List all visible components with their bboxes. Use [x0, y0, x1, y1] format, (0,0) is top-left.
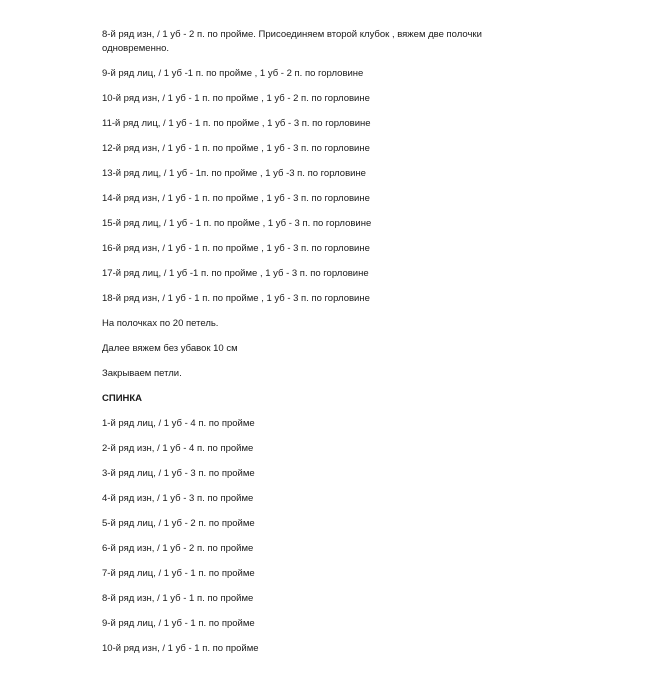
text-line: Закрываем петли.: [102, 368, 182, 379]
section-heading: СПИНКА: [102, 393, 143, 404]
text-line: 7-й ряд лиц, / 1 уб - 1 п. по пройме: [102, 568, 255, 579]
text-line: 17-й ряд лиц, / 1 уб -1 п. по пройме , 1 уб - 3 п. по горловине: [102, 268, 369, 279]
text-line: 5-й ряд лиц, / 1 уб - 2 п. по пройме: [102, 518, 255, 529]
text-line: 10-й ряд изн, / 1 уб - 1 п. по пройме , 1 уб - 2 п. по горловине: [102, 93, 370, 104]
text-line: 9-й ряд лиц, / 1 уб - 1 п. по пройме: [102, 618, 255, 629]
text-line: 8-й ряд изн, / 1 уб - 1 п. по пройме: [102, 593, 254, 604]
text-line: 15-й ряд лиц, / 1 уб - 1 п. по пройме , 1 уб - 3 п. по горловине: [102, 218, 372, 229]
text-line: 3-й ряд лиц, / 1 уб - 3 п. по пройме: [102, 468, 255, 479]
text-line: 18-й ряд изн, / 1 уб - 1 п. по пройме , 1 уб - 3 п. по горловине: [102, 293, 370, 304]
document-body: [102, 28, 522, 667]
text-line: 9-й ряд лиц, / 1 уб -1 п. по пройме , 1 уб - 2 п. по горловине: [102, 68, 364, 79]
text-line: 1-й ряд лиц, / 1 уб - 4 п. по пройме: [102, 418, 255, 429]
text-line: 12-й ряд изн, / 1 уб - 1 п. по пройме , 1 уб - 3 п. по горловине: [102, 143, 370, 154]
text-line: 2-й ряд изн, / 1 уб - 4 п. по пройме: [102, 443, 254, 454]
text-line: 14-й ряд изн, / 1 уб - 1 п. по пройме , 1 уб - 3 п. по горловине: [102, 193, 370, 204]
text-line: 4-й ряд изн, / 1 уб - 3 п. по пройме: [102, 493, 254, 504]
text-line: 8-й ряд изн, / 1 уб - 2 п. по пройме. Присоединяем второй клубок , вяжем две полочки одновременно.: [102, 29, 482, 54]
text-line: 13-й ряд лиц, / 1 уб - 1п. по пройме , 1 уб -3 п. по горловине: [102, 168, 366, 179]
text-line: 11-й ряд лиц, / 1 уб - 1 п. по пройме , 1 уб - 3 п. по горловине: [102, 118, 371, 129]
text-line: На полочках по 20 петель.: [102, 318, 219, 329]
text-line: 10-й ряд изн, / 1 уб - 1 п. по пройме: [102, 643, 259, 654]
text-line: 16-й ряд изн, / 1 уб - 1 п. по пройме , 1 уб - 3 п. по горловине: [102, 243, 370, 254]
text-line: 6-й ряд изн, / 1 уб - 2 п. по пройме: [102, 543, 254, 554]
text-line: Далее вяжем без убавок 10 см: [102, 343, 238, 354]
